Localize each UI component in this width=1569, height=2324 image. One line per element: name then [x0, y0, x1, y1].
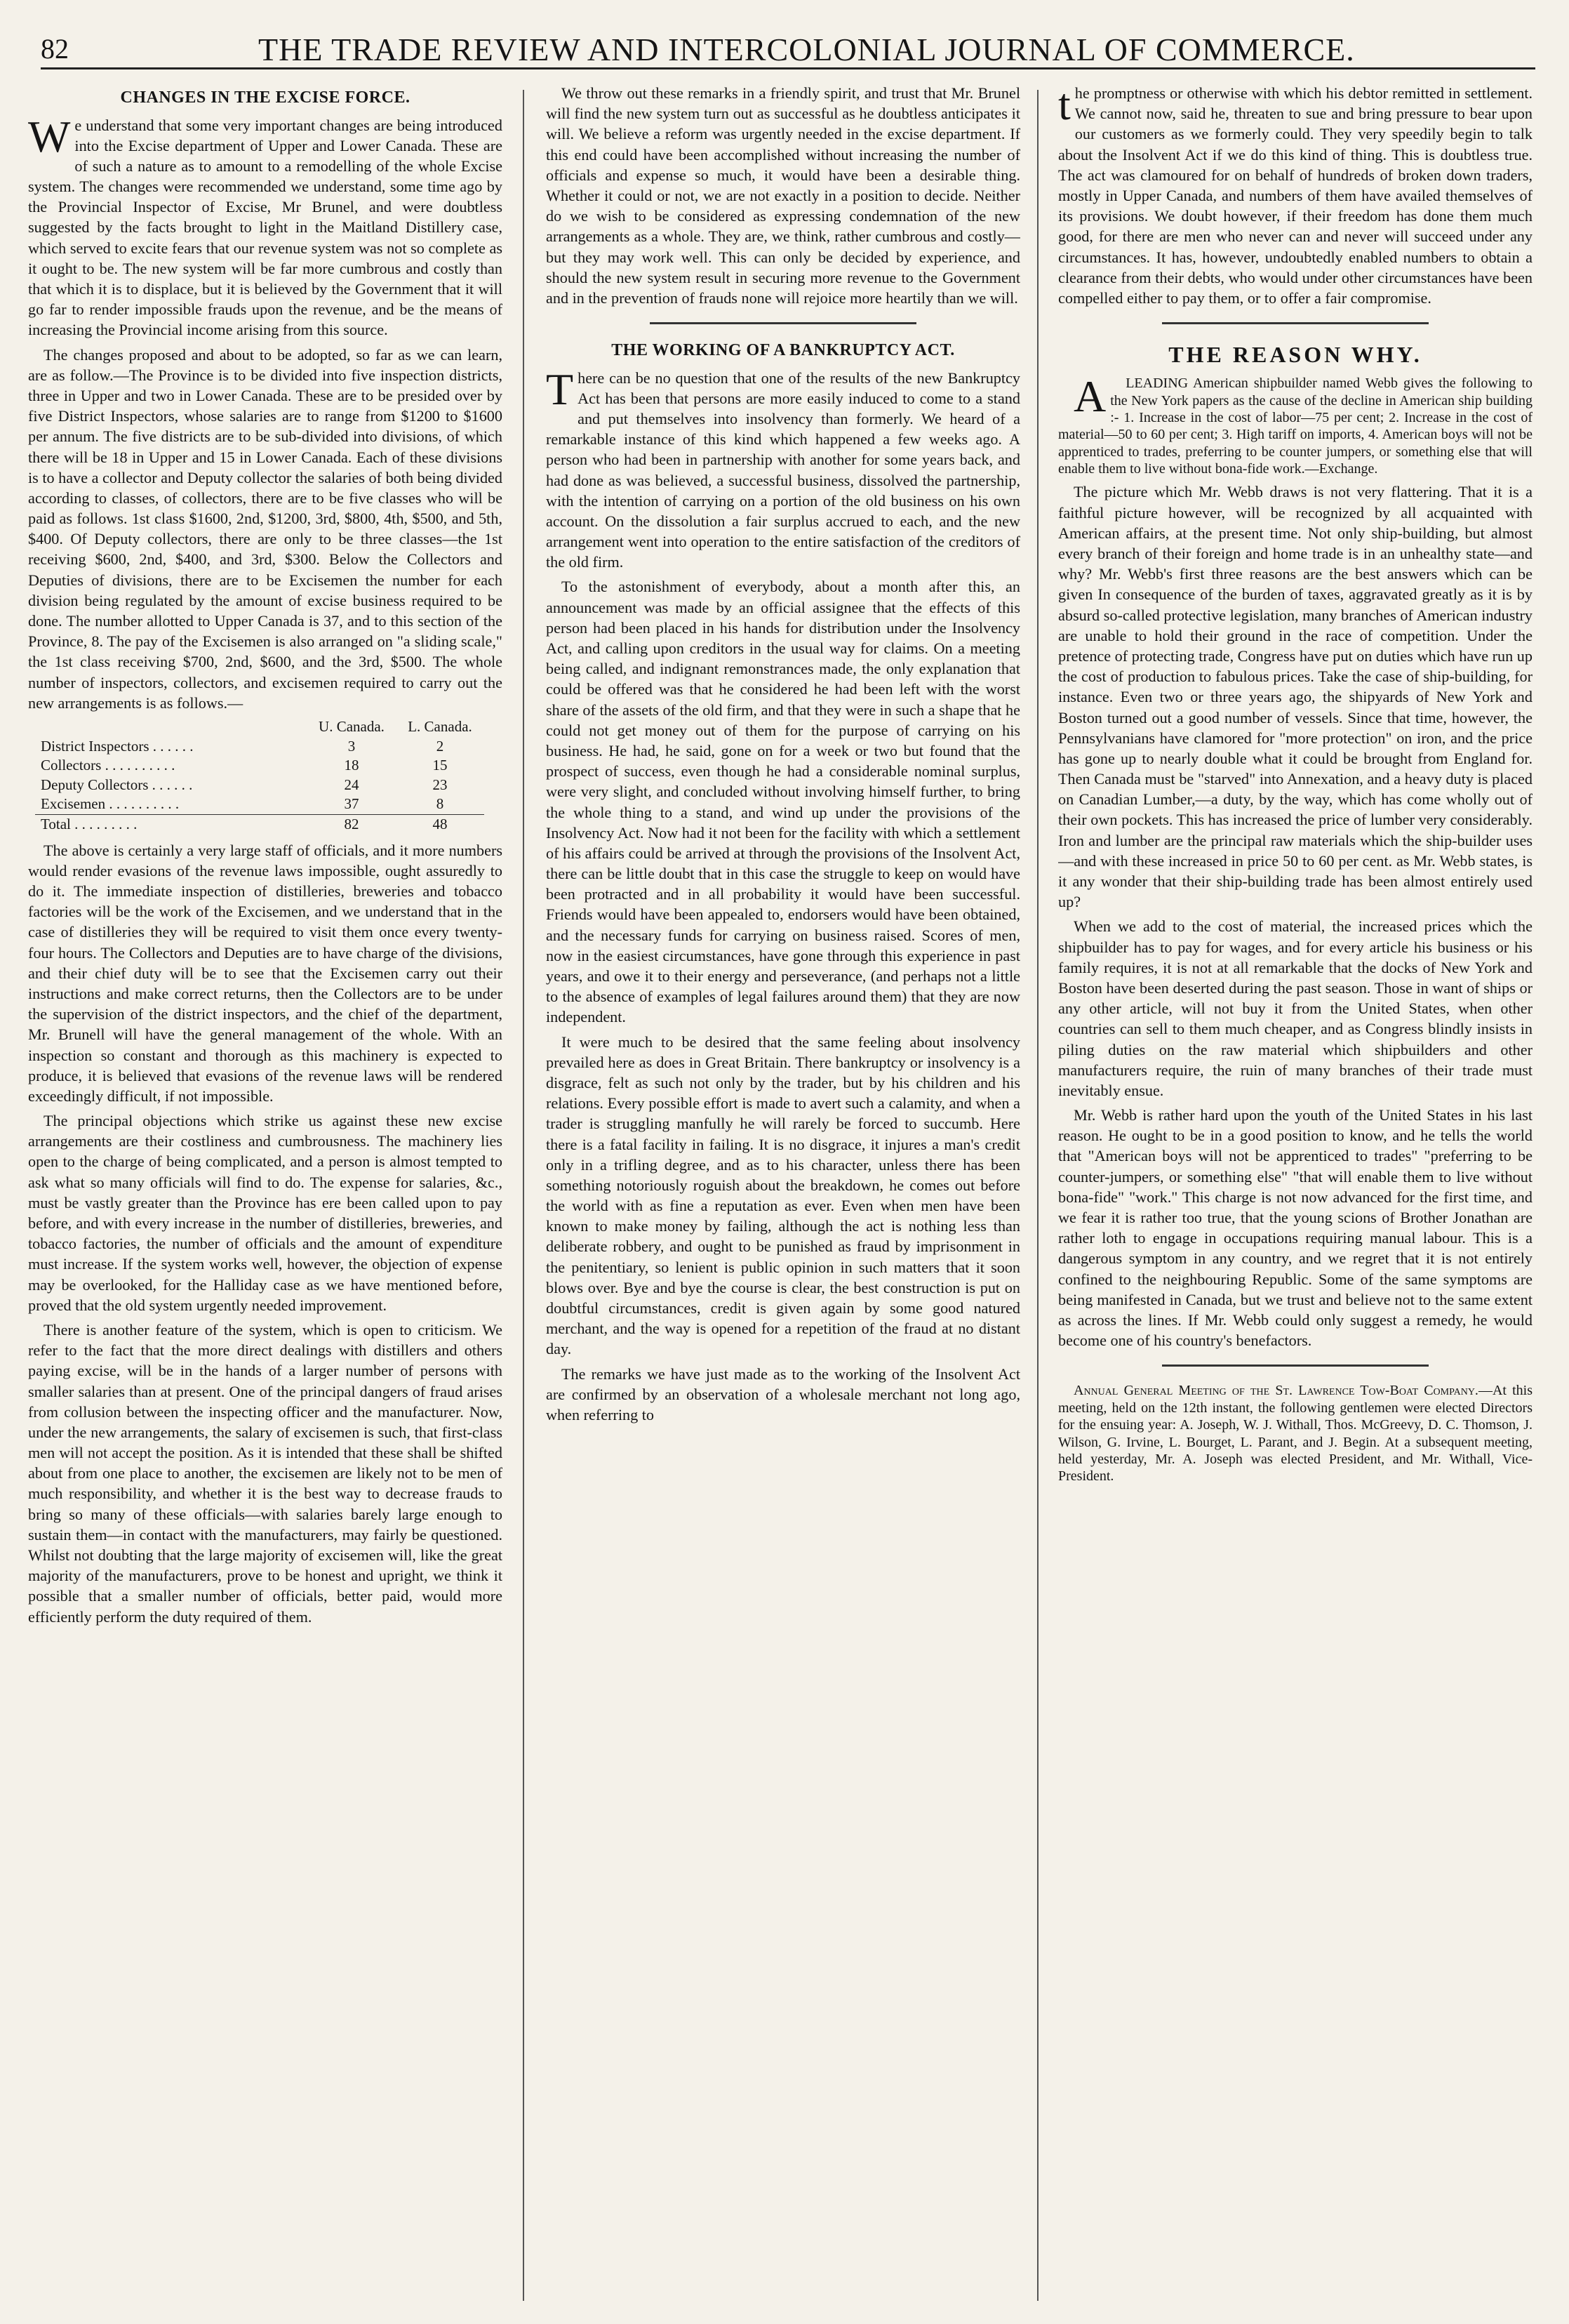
- excise-paragraph: We throw out these remarks in a friendly spirit, and trust that Mr. Brunel will find the new system turn out as successful as he doubtless anticipates it will. We believe a reform was urgently needed in the excise department. If this end could have been accomplished without increasing the number of officials and expense so much, it would have been a desirable thing. Whether it could or not, we are not exactly in a position to decide. Neither do we wish to be considered as expressing condemnation of the new arrangements as a whole. They are, we think, rather cumbrous and costly—but they may work well. This can only be decided by experience, and should the new system result in securing more revenue to the Government and in the prevention of frauds none will rejoice more heartily than we will.: [546, 84, 1020, 307]
- section-divider: [650, 322, 916, 324]
- table-header: [35, 717, 307, 737]
- notice-title: Annual General Meeting of the St. Lawrence Tow-Boat Company.: [1074, 1383, 1478, 1399]
- table-cell: Excisemen . . . . . . . . . .: [41, 795, 180, 813]
- table-header: U. Canada.: [319, 717, 385, 735]
- excise-paragraph: We understand that some very important changes are being introduced into the Excise department of Upper and Lower Canada. These are of such a nature as to amount to a remodelling of the whole Excise system. The changes were recommended we understand, some time ago by the Provincial Inspector of Excise, Mr Brunel, and were doubtless suggested by the facts brought to light in the Maitland Distillery case, which served to excite fears that our revenue system was not so complete as it ought to be. The new system will be far more cumbrous and costly than that which it is to displace, but it is believed by the Government that it will go far to render impossible frauds upon the revenue, and be the means of increasing the Provincial income arising from this source.: [28, 111, 502, 339]
- reason-paragraph: Mr. Webb is rather hard upon the youth of the United States in his last reason. He ought to be in a good position to know, and he tells the world that "American boys will not be apprenticed to trades" "preferring to be counter-jumpers, or something else" "that will enable them to live without bona-fide" "work." This charge is not now advanced for the first time, and we fear it is rather too true, that the young scions of Brother Jonathan are rather loth to engage in occupations requiring manual labour. This is a dangerous symptom in any country, and we regret that it is not entirely confined to the neighbouring Republic. Some of the same symptoms are being manifested in Canada, but we trust and believe not to the same extent as across the lines. If Mr. Webb could only suggest a remedy, he would become one of his country's benefactors.: [1058, 1106, 1533, 1350]
- notice: [1058, 1382, 1533, 1485]
- column-1: [28, 83, 502, 2301]
- table-cell: 8: [436, 795, 444, 813]
- table-cell: 3: [347, 737, 356, 755]
- excise-paragraph: There is another feature of the system, which is open to criticism. We refer to the fact that the more direct dealings with distillers and others paying excise, will be in the hands of a larger number of persons with smaller salaries than at present. One of the principal dangers of fraud arises from collusion between the inspecting officer and the manufacturer. Now, under the new arrangements, the salary of excisemen is such, that first-class men will not accept the position. As it is intended that these shall be shifted about from one place to another, the excisemen are likely not to be men of much responsibility, and whether it is the best way to decrease frauds to bring so many of these officials—with salaries barely large enough to sustain them—in contact with the manufacturers, may fairly be questioned. Whilst not doubting that the large majority of excisemen will, like the great majority of the manufacturers, prove to be honest and upright, we think it possible that a smaller number of officials, better paid, would more efficiently perform the duty required of them.: [28, 1320, 502, 1626]
- bankruptcy-paragraph: The remarks we have just made as to the working of the Insolvent Act are confirmed by an observation of a wholesale merchant not long ago, when referring to: [546, 1364, 1020, 1423]
- table-row: [35, 776, 484, 795]
- table-cell: 15: [432, 757, 448, 774]
- reason-intro: ALEADING American shipbuilder named Webb gives the following to the New York papers as the cause of the decline in American ship building :- 1. Increase in the cost of labor—75 per cent; 2. Increase in the cost of material—50 to 60 per cent; 3. High tariff on imports, 4. American boys will not be apprenticed to trades, preferring to be counter jumpers, or something else that will enable them to live without bona-fide work.—Exchange.: [1058, 371, 1533, 477]
- table-cell: 18: [344, 757, 359, 774]
- article-title-bankruptcy: THE WORKING OF A BANKRUPTCY ACT.: [611, 341, 955, 360]
- table-cell: 37: [344, 795, 359, 813]
- table-row: [35, 737, 484, 757]
- table-total-row: [35, 815, 484, 835]
- excise-paragraph: The changes proposed and about to be adopted, so far as we can learn, are as follow.—The Province is to be divided into five inspection districts, three in Upper and two in Lower Canada. These are to be presided over by five District Inspectors, whose salaries are to range from $1200 to $1600 per annum. The five districts are to be sub-divided into divisions, of which there will be 18 in Upper and 15 in Lower Canada. Each of these divisions is to have a collector and Deputy collector the salaries of both being divided according to classes, of collectors, there are to be five classes who will be paid as follows. 1st class $1600, 2nd, $1200, 3rd, $800, 4th, $500, and 5th, $400. Of Deputy collectors, there are only to be three classes—the 1st receiving $600, 2nd, $400, and 3rd, $300. Below the Collectors and Deputies of divisions, there are to be Excisemen the number for each division being regulated by the amount of excise business required to be done. The number allotted to Upper Canada is 37, and to this section of the Province, 8. The pay of the Excisemen is also arranged on "a sliding scale," the 1st class receiving $700, 2nd, $600, and the 3rd, $500. The whole number of inspectors, collectors, and excisemen required to carry out the new arrangements is as follows.—: [28, 345, 502, 712]
- notice-text: —At this meeting, held on the 12th instant, the following gentlemen were elected Directors for the ensuing year: A. Joseph, W. J. Withall, Thos. McGreevy, D. C. Thomson, J. Wilson, G. Irvine, L. Bourget, L. Parant, and J. Begin. At a subsequent meeting, held yesterday, Mr. A. Joseph was elected President, and Mr. Withall, Vice-President.: [1058, 1383, 1533, 1485]
- table-cell: 2: [436, 737, 444, 755]
- table-cell: Total . . . . . . . . .: [35, 815, 307, 835]
- section-divider: [1162, 1364, 1429, 1367]
- column-2: [546, 83, 1020, 2301]
- article-title-reason: THE REASON WHY.: [1168, 342, 1422, 368]
- page-number: 82: [41, 33, 69, 65]
- table-cell: 48: [396, 815, 484, 835]
- table-cell: District Inspectors . . . . . .: [41, 737, 194, 755]
- page-header: [41, 31, 1535, 69]
- table-row: [35, 756, 484, 776]
- excise-staff-table: [35, 717, 484, 835]
- reason-paragraph: The picture which Mr. Webb draws is not very flattering. That it is a faithful picture however, will be recognized by all acquainted with American affairs, at the present time. Not only ship-building, but almost every branch of their foreign and home trade is in an unhealthy state—and why? Mr. Webb's first three reasons are the best answers which can be given In consequence of the burden of taxes, aggravated greatly as it is by absurd so-called protective legislation, many branches of American industry are unable to hold their ground in the race of competition. Under the pretence of protecting trade, Congress have put on duties which have run up the cost of production to fabulous prices. Take the case of ship-building, for instance. Even two or three years ago, the shipyards of New York and Boston turned out a good number of vessels. Since that time, however, the Pennsylvanians have clamored for "more protection" on iron, and the price has gone up to nearly double what it could be brought from England for. Then Canada must be "starved" into Annexation, and a heavy duty is placed on Canadian Lumber,—a duty, by the way, which has come wholly out of their own pockets. This has increased the price of lumber very considerably. Iron and lumber are the principal raw materials which the ship-builder uses—and with these increased in price 50 to 60 per cent. as Mr. Webb states, is it any wonder that their ship-building trade has been almost entirely used up?: [1058, 483, 1533, 911]
- table-cell: 24: [344, 776, 359, 793]
- bankruptcy-paragraph: There can be no question that one of the results of the new Bankruptcy Act has been that persons are more easily induced to come to a stand and put themselves into insolvency than formerly. We heard of a remarkable instance of this kind which happened a few weeks ago. A person who had been in partnership with another for some years back, and had done as was believed, a successful business, dissolved the partnership, with the intention of carrying on a portion of the old business on his own account. On the dissolution a fair surplus accrued to each, and the new arrangement went into operation to the entire satisfaction of the creditors of the old firm.: [546, 364, 1020, 571]
- column-rule: [523, 90, 524, 2301]
- table-cell: 82: [307, 815, 396, 835]
- table-cell: 23: [432, 776, 448, 793]
- bankruptcy-paragraph: To the astonishment of everybody, about a month after this, an announcement was made by an official assignee that the effects of this person had been placed in his hands for distribution under the Insolvency Act, and calling upon creditors in the usual way for claims. On a meeting being called, and indignant remonstrances made, the only explanation that could be offered was that he considered he had been left with the worst share of the assets of the old firm, and that they were in such a shape that he could not get money out of them for the purpose of carrying on his business. He had, he said, gone on for a week or two but found that the prospect of success, even though he had a considerable nominal surplus, were very slight, and concluded without involving himself further, to bring the whole thing to a stand, and wind up under the provisions of the Insolvency Act. Now had it not been for the facility with which a settlement of his affairs could be arrived at through the provisions of the Insolvent Act, there can be little doubt that in this case the struggle to keep on would have been protracted and in all probability it would have been successful. Friends would have been appealed to, endorsers would have been obtained, and the necessary funds for carrying on business raised. Scores of men, now in the easiest circumstances, have gone through this experience in past years, and owe it to their energy and perseverance, (and perhaps not a little to the absence of examples of legal failures around them) that they are now independent.: [546, 578, 1020, 1026]
- masthead: THE TRADE REVIEW AND INTERCOLONIAL JOURNAL OF COMMERCE.: [258, 32, 1355, 67]
- table-row: [35, 795, 484, 814]
- excise-paragraph: The principal objections which strike us against these new excise arrangements are their costliness and cumbrousness. The machinery lies open to the charge of being complicated, and a person is almost tempted to ask what so many officials will find to do. The expense for salaries, &c., must be vastly greater than the Province has ere been called upon to pay before, and with every increase in the number of distilleries, breweries, and tobacco factories, the number of officials and the amount of expenditure must increase. If the system works well, however, the objection of expense may be overlooked, for the Halliday case as we have mentioned before, proved that the old system urgently needed improvement.: [28, 1112, 502, 1314]
- section-divider: [1162, 322, 1429, 324]
- article-title-excise: CHANGES IN THE EXCISE FORCE.: [120, 88, 410, 107]
- table-cell: Collectors . . . . . . . . . .: [41, 757, 175, 774]
- bankruptcy-paragraph: It were much to be desired that the same feeling about insolvency prevailed here as does in Great Britain. There bankruptcy or insolvency is a disgrace, felt as such not only by the trader, but by his children and his relations. Every possible effort is made to avert such a calamity, and when a trader is struggling manfully he will rarely be forced to succumb. Here there is a fatal facility in failing. It is no disgrace, it injures a man's credit only in a trifling degree, and as to his character, unless there has been something notoriously roguish about the breakdown, he comes out before the world with as fine a reputation as ever. Even when men have been known to make money by failing, although the act is nothing less than deliberate robbery, and ought to be punished as fraud by imprisonment in the penitentiary, so lenient is public opinion in such matters that it soon blows over. Bye and bye the course is clear, the best construction is put on doubtful circumstances, credit is given again by some good natured merchant, and the way is opened for a repetition of the fraud at no distant day.: [546, 1032, 1020, 1358]
- table-cell: Deputy Collectors . . . . . .: [41, 776, 193, 793]
- excise-paragraph: The above is certainly a very large staff of officials, and it more numbers would render evasions of the revenue laws impossible, ought assuredly to do it. The immediate inspection of distilleries, breweries and tobacco factories will be the work of the Excisemen, and we understand that in the case of distilleries they will be required to visit them once every twenty-four hours. The Collectors and Deputies are to have charge of the divisions, and their chief duty will be to see that the Excisemen carry out their instructions and make correct returns, then the Collectors are to be under the supervision of the district inspectors, and the chief of the department, Mr. Brunell will have the general management of the whole. With an inspection so constant and thorough as this machinery is expected to produce, it is believed that evasions of the revenue laws will be rendered exceedingly difficult, if not impossible.: [28, 841, 502, 1105]
- table-header: L. Canada.: [408, 717, 472, 735]
- column-3: [1058, 83, 1533, 2301]
- column-rule: [1037, 90, 1039, 2301]
- reason-paragraph: When we add to the cost of material, the increased prices which the shipbuilder has to pay for wages, and for every article his business or his family requires, it is not at all remarkable that the docks of New York and Boston have been deserted during the past season. Those in want of ships or any other article, will not buy it from the United States, when other countries can sell to them much cheaper, and as Congress blindly insists in piling duties on the raw material which shipbuilders and other manufacturers require, the ruin of many branches of their trade must inevitably ensue.: [1058, 917, 1533, 1099]
- continuation-paragraph: the promptness or otherwise with which his debtor remitted in settlement. We cannot now, said he, threaten to sue and bring pressure to bear upon our customers as we formerly could. They very speedily begin to talk about the Insolvent Act if we do this kind of thing. This is doubtless true. The act was clamoured for on behalf of hundreds of broken down traders, mostly in Upper Canada, and numbers of them have availed themselves of its provisions. We doubt however, if their freedom has done them much good, for there are men who never can and never will succeed under any circumstances. It has, however, undoubtedly enabled numbers to obtain a clearance from their debts, who would under other circumstances have been compelled either to pay them, or to offer a fair compromise.: [1058, 83, 1533, 307]
